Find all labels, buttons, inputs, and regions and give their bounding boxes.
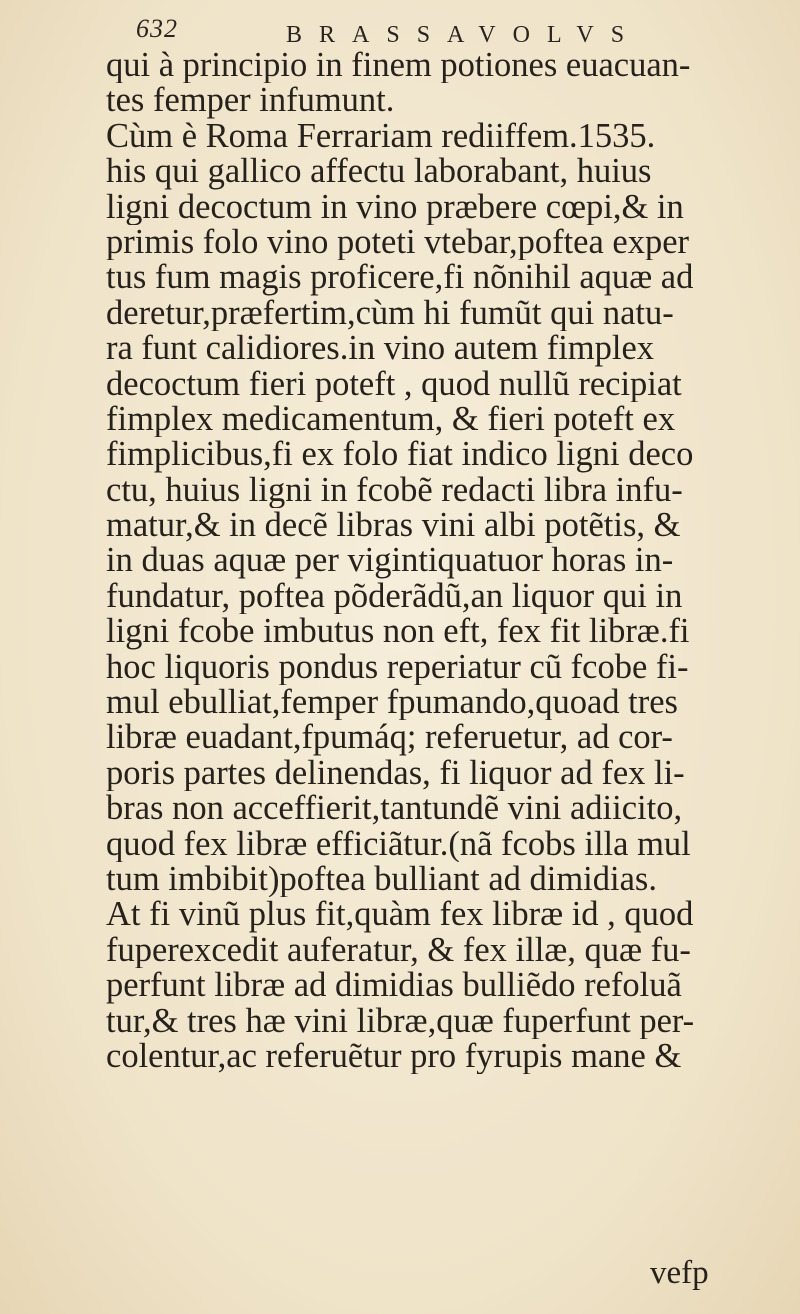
text-line: poris partes delinendas, fi liquor ad fex li- — [106, 755, 685, 792]
text-line: fimplicibus,fi ex folo fiat indico ligni deco — [106, 437, 694, 473]
text-line: fuperexcedit auferatur, & fex illæ, quæ fu- — [106, 932, 691, 969]
text-line: qui à principio in finem potiones euacuan- — [106, 48, 691, 84]
text-line: ra funt calidiores.in vino autem fimplex — [106, 331, 655, 367]
text-line: tur,& tres hæ vini libræ,quæ fuperfunt per- — [106, 1003, 695, 1039]
text-line: bras non acceffierit,tantundẽ vini adiicito, — [106, 791, 683, 827]
text-line: perfunt libræ ad dimidias bulliẽdo refoluã — [106, 968, 682, 1004]
running-head: BRASSAVOLVS — [286, 22, 642, 48]
text-line: fundatur, poftea põderãdũ,an liquor qui in — [106, 578, 683, 615]
text-line: primis folo vino poteti vtebar,poftea exper — [106, 224, 690, 261]
text-line: tes femper infumunt. — [106, 83, 395, 119]
text-line: tus fum magis proficere,fi nõnihil aquæ ad — [106, 260, 694, 296]
text-line: colentur,ac referuẽtur pro fyrupis mane & — [106, 1038, 682, 1075]
text-line: ligni fcobe imbutus non eft, fex fit libræ.fi — [106, 614, 690, 650]
text-line: fimplex medicamentum, & fieri poteft ex — [106, 401, 676, 438]
folio-number: 632 — [136, 14, 178, 43]
text-line: matur,& in decẽ libras vini albi potẽtis, & — [106, 508, 681, 544]
text-line: mul ebulliat,femper fpumando,quoad tres — [106, 685, 678, 721]
text-line: his qui gallico affectu laborabant, huius — [106, 154, 652, 190]
text-line: quod fex libræ efficiãtur.(nã fcobs illa mul — [106, 826, 691, 862]
text-line: ligni decoctum in vino præbere cœpi,& in — [106, 189, 684, 225]
body-text — [106, 48, 778, 1074]
text-line: in duas aquæ per vigintiquatuor horas in- — [106, 543, 674, 579]
text-line: At fi vinũ plus fit,quàm fex libræ id , quod — [106, 897, 694, 933]
text-line: Cùm è Roma Ferrariam rediiffem.1535. — [106, 118, 656, 155]
text-line: tum imbibit)poftea bulliant ad dimidias. — [106, 861, 657, 898]
catchword: vefp — [650, 1255, 709, 1291]
text-line: ctu, huius ligni in fcobẽ redacti libra infu- — [106, 472, 683, 509]
text-line: deretur,præfertim,cùm hi fumũt qui natu- — [106, 295, 674, 332]
text-line: libræ euadant,fpumáq; referuetur, ad cor- — [106, 720, 673, 756]
text-line: decoctum fieri poteft , quod nullũ recipiat — [106, 366, 682, 402]
text-line: hoc liquoris pondus reperiatur cũ fcobe fi- — [106, 649, 689, 686]
